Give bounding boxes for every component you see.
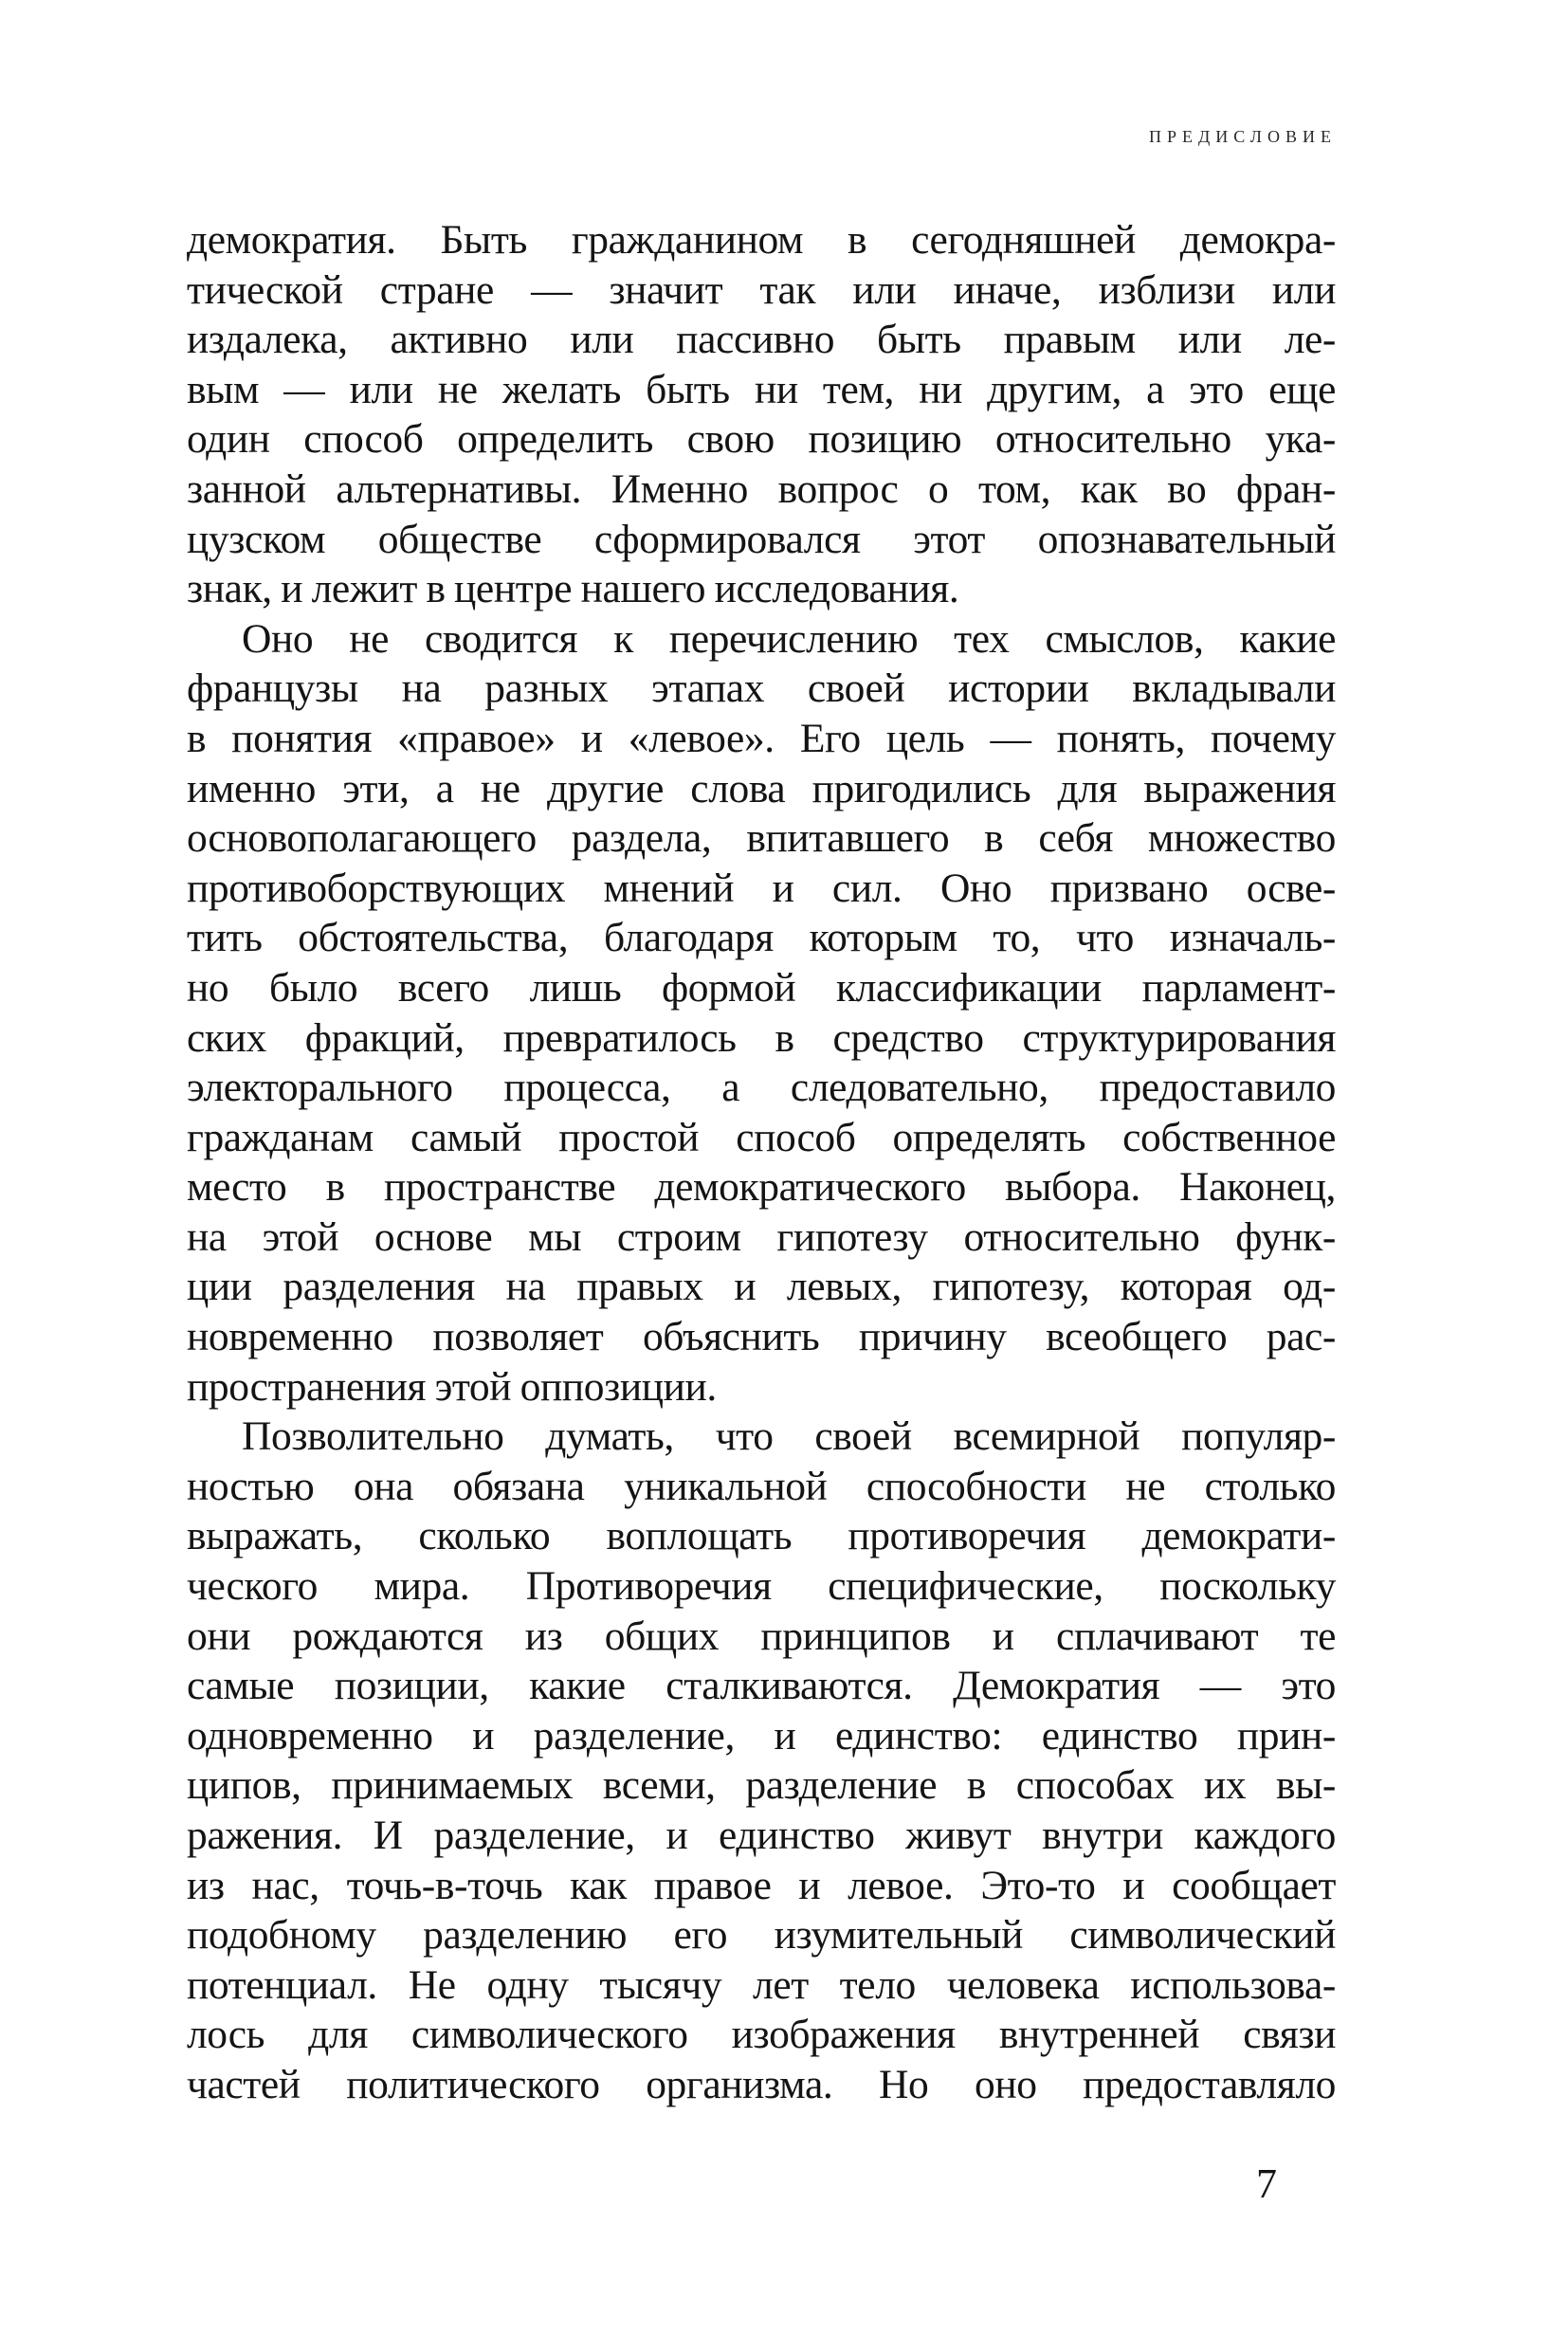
text-line: выражать, сколько воплощать противоречия демократи- [187,1513,1336,1559]
text-line: самые позиции, какие сталкиваются. Демократия — это [187,1663,1336,1709]
text-line: именно эти, а не другие слова пригодились для выражения [187,765,1336,811]
text-line: издалека, активно или пассивно быть правым или ле- [187,317,1336,363]
text-line: потенциал. Не одну тысячу лет тело человека использова- [187,1961,1336,2008]
text-line: одновременно и разделение, и единство: единство прин- [187,1712,1336,1759]
text-line: тической стране — значит так или иначе, изблизи или [187,266,1336,313]
text-line: ции разделения на правых и левых, гипотезу, которая од- [187,1264,1336,1310]
paragraph [187,215,1336,614]
text-line: Позволительно думать, что своей всемирной популяр- [242,1413,1336,1460]
text-line: частей политического организма. Но оно предоставляло [187,2061,1336,2107]
text-line: подобному разделению его изумительный символический [187,1912,1336,1959]
text-line: цузском обществе сформировался этот опознавательный [187,516,1336,562]
text-line: гражданам самый простой способ определять собственное [187,1114,1336,1160]
paragraph [187,614,1336,1412]
text-line: из нас, точь-в-точь как правое и левое. Это-то и сообщает [187,1862,1336,1908]
text-line: они рождаются из общих принципов и сплачивают те [187,1613,1336,1659]
text-line: вым — или не желать быть ни тем, ни другим, а это еще [187,366,1336,412]
text-line: лось для символического изображения внутренней связи [187,2012,1336,2058]
text-line: ципов, принимаемых всеми, разделение в способах их вы- [187,1762,1336,1809]
text-line: французы на разных этапах своей истории вкладывали [187,665,1336,712]
running-head-title: ПРЕДИСЛОВИЕ [1148,127,1337,146]
text-line: противоборствующих мнений и сил. Оно призвано осве- [187,865,1336,911]
text-line: новременно позволяет объяснить причину всеобщего рас- [187,1314,1336,1360]
text-line: но было всего лишь формой классификации парламент- [187,964,1336,1011]
text-line: на этой основе мы строим гипотезу относительно функ- [187,1213,1336,1260]
text-line: демократия. Быть гражданином в сегодняшней демокра- [187,217,1336,263]
text-line: тить обстоятельства, благодаря которым то, что изначаль- [187,915,1336,961]
text-line: в понятия «правое» и «левое». Его цель — понять, почему [187,715,1336,761]
text-line: занной альтернативы. Именно вопрос о том, как во фран- [187,465,1336,512]
text-line: ских фракций, превратилось в средство структурирования [187,1014,1336,1061]
body-text [187,215,1336,2110]
paragraph [187,1412,1336,2109]
text-line: ностью она обязана уникальной способности не столько [187,1463,1336,1509]
text-line: пространения этой оппозиции. [187,1363,717,1410]
text-line: знак, и лежит в центре нашего исследования. [187,566,959,612]
text-line: Оно не сводится к перечислению тех смыслов, какие [242,615,1336,662]
page-number: 7 [1256,2160,1277,2207]
text-line: ражения. И разделение, и единство живут внутри каждого [187,1813,1336,1858]
text-line: один способ определить свою позицию относительно ука- [187,416,1336,463]
text-line: место в пространстве демократического выбора. Наконец, [187,1164,1336,1211]
text-line: основополагающего раздела, впитавшего в себя множество [187,815,1336,862]
text-line: электорального процесса, а следовательно, предоставило [187,1065,1336,1111]
text-line: ческого мира. Противоречия специфические, поскольку [187,1563,1336,1610]
